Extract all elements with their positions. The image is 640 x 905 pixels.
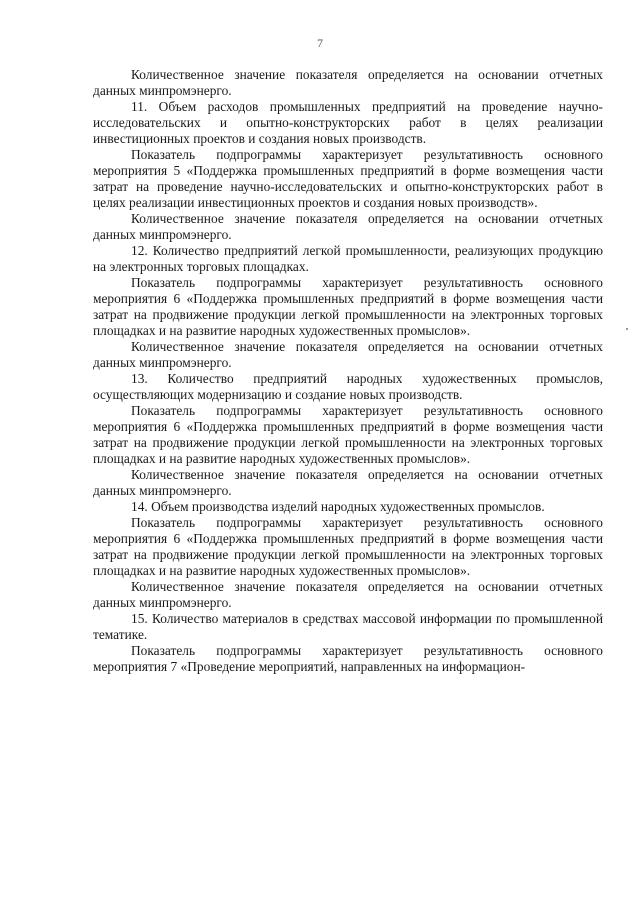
- paragraph: Показатель подпрограммы характеризует результативность основного мероприятия 5 «Поддержка промышленных предприятий в форме возмещения части затрат на проведение научно-исследовательских и опытно-конструкторских работ в целях реализации инвестиционных проектов и создания новых производств».: [93, 147, 603, 210]
- paragraph: Количественное значение показателя определяется на основании отчетных данных минпромэнерго.: [93, 67, 603, 98]
- paragraph-item-14: 14. Объем производства изделий народных художественных промыслов.: [131, 499, 545, 514]
- paragraph-item-11: 11. Объем расходов промышленных предприятий на проведение научно-исследовательских и опытно-конструкторских работ в целях реализации инвестиционных проектов и создания новых производств.: [93, 99, 603, 146]
- paragraph: Показатель подпрограммы характеризует результативность основного мероприятия 7 «Проведение мероприятий, направленных на информацион-: [93, 643, 603, 674]
- paragraph: Показатель подпрограммы характеризует результативность основного мероприятия 6 «Поддержка промышленных предприятий в форме возмещения части затрат на продвижение продукции легкой промышленности на электронных торговых площадках и на развитие народных художественных промыслов».: [93, 403, 603, 466]
- paragraph: Количественное значение показателя определяется на основании отчетных данных минпромэнерго.: [93, 211, 603, 242]
- paragraph: Показатель подпрограммы характеризует результативность основного мероприятия 6 «Поддержка промышленных предприятий в форме возмещения части затрат на продвижение продукции легкой промышленности на электронных торговых площадках и на развитие народных художественных промыслов».: [93, 275, 603, 338]
- paragraph: Количественное значение показателя определяется на основании отчетных данных минпромэнерго.: [93, 579, 603, 610]
- paragraph: Количественное значение показателя определяется на основании отчетных данных минпромэнерго.: [93, 467, 603, 498]
- paragraph-item-12: 12. Количество предприятий легкой промышленности, реализующих продукцию на электронных торговых площадках.: [93, 243, 603, 274]
- scan-speck: [626, 328, 628, 330]
- paragraph: Показатель подпрограммы характеризует результативность основного мероприятия 6 «Поддержка промышленных предприятий в форме возмещения части затрат на продвижение продукции легкой промышленности на электронных торговых площадках и на развитие народных художественных промыслов».: [93, 515, 603, 578]
- paragraph-item-15: 15. Количество материалов в средствах массовой информации по промышленной тематике.: [93, 611, 603, 642]
- document-body: [93, 67, 603, 675]
- page-number: 7: [317, 36, 323, 50]
- paragraph: Количественное значение показателя определяется на основании отчетных данных минпромэнерго.: [93, 339, 603, 370]
- paragraph-item-13: 13. Количество предприятий народных художественных промыслов, осуществляющих модернизацию и создание новых производств.: [93, 371, 603, 402]
